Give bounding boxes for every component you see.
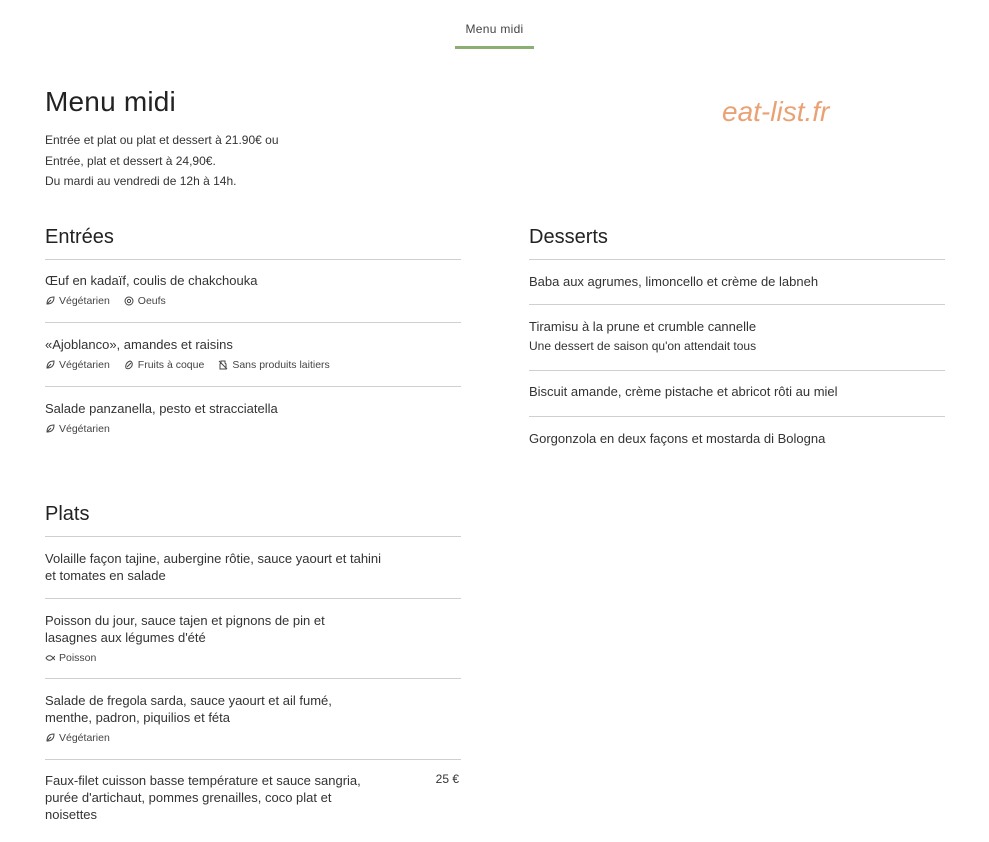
- item-name: Faux-filet cuisson basse température et sauce sangria, purée d'artichaut, pommes grenailles, coco plat et noisettes: [45, 773, 361, 822]
- item-name: Volaille façon tajine, aubergine rôtie, sauce yaourt et tahini et tomates en salade: [45, 551, 382, 583]
- tag-vegetarien: [45, 423, 110, 435]
- section-title: Entrées: [45, 226, 461, 260]
- item-name: Tiramisu à la prune et crumble cannelle: [529, 319, 757, 334]
- leaf-icon: [45, 733, 55, 743]
- no-dairy-icon: [218, 360, 228, 370]
- menu-item: [45, 260, 461, 323]
- fish-icon: [45, 653, 55, 663]
- egg-icon: [124, 296, 134, 306]
- item-name: Biscuit amande, crème pistache et abricot rôti au miel: [529, 384, 838, 399]
- tag-label: Végétarien: [59, 423, 110, 435]
- section-title: Plats: [45, 503, 461, 537]
- item-price: 25 €: [435, 772, 459, 786]
- section-title: Desserts: [529, 226, 945, 260]
- tag-oeufs: [124, 295, 166, 307]
- item-name: Salade panzanella, pesto et stracciatella: [45, 401, 278, 416]
- item-name: Salade de fregola sarda, sauce yaourt et ail fumé, menthe, padron, piquilios et féta: [45, 693, 332, 725]
- section-entrees: [45, 226, 461, 447]
- item-tags: [45, 359, 461, 371]
- intro-line: Du mardi au vendredi de 12h à 14h.: [45, 174, 237, 188]
- tag-vegetarien: [45, 295, 110, 307]
- item-tags: [45, 732, 461, 744]
- item-tags: [45, 295, 461, 307]
- item-description: Une dessert de saison qu'on attendait tous: [529, 339, 757, 353]
- tag-vegetarien: [45, 359, 110, 371]
- leaf-icon: [45, 424, 55, 434]
- tag-label: Poisson: [59, 652, 97, 664]
- menu-item: [45, 760, 461, 830]
- section-plats: [45, 503, 461, 830]
- watermark: eat-list.fr: [722, 96, 830, 127]
- menu-item: [529, 417, 945, 461]
- tag-vegetarien: [45, 732, 110, 744]
- menu-item: [529, 305, 945, 371]
- item-name: Baba aux agrumes, limoncello et crème de labneh: [529, 274, 819, 289]
- menu-item: [529, 371, 945, 417]
- leaf-icon: [45, 296, 55, 306]
- tag-label: Oeufs: [137, 295, 166, 307]
- intro-line: Entrée et plat ou plat et dessert à 21.90€ ou: [45, 133, 279, 147]
- tag-label: Fruits à coque: [137, 359, 205, 371]
- nut-icon: [124, 360, 134, 370]
- tag-label: Végétarien: [59, 295, 110, 307]
- item-name: Poisson du jour, sauce tajen et pignons de pin et lasagnes aux légumes d'été: [45, 613, 325, 645]
- item-name: «Ajoblanco», amandes et raisins: [45, 337, 233, 352]
- menu-item: [45, 323, 461, 387]
- section-desserts: [529, 226, 945, 461]
- tag-fruits-a-coque: [124, 359, 205, 371]
- page-title: Menu midi: [45, 86, 176, 117]
- leaf-icon: [45, 360, 55, 370]
- menu-intro: [45, 130, 279, 192]
- item-name: Gorgonzola en deux façons et mostarda di Bologna: [529, 431, 826, 446]
- tag-label: Sans produits laitiers: [232, 359, 330, 371]
- tab-bar: [0, 20, 989, 49]
- tag-sans-produits-laitiers: [218, 359, 329, 371]
- menu-item: [529, 260, 945, 305]
- item-tags: [45, 652, 461, 664]
- item-name: Œuf en kadaïf, coulis de chakchouka: [45, 273, 258, 288]
- menu-item: [45, 387, 461, 447]
- tab-menu-midi[interactable]: Menu midi: [455, 22, 533, 49]
- intro-line: Entrée, plat et dessert à 24,90€.: [45, 153, 216, 168]
- item-tags: [45, 423, 461, 435]
- menu-item: [45, 679, 461, 760]
- menu-item: [45, 537, 461, 599]
- menu-item: [45, 599, 461, 679]
- tag-poisson: [45, 652, 96, 664]
- tag-label: Végétarien: [59, 732, 110, 744]
- tag-label: Végétarien: [59, 359, 110, 371]
